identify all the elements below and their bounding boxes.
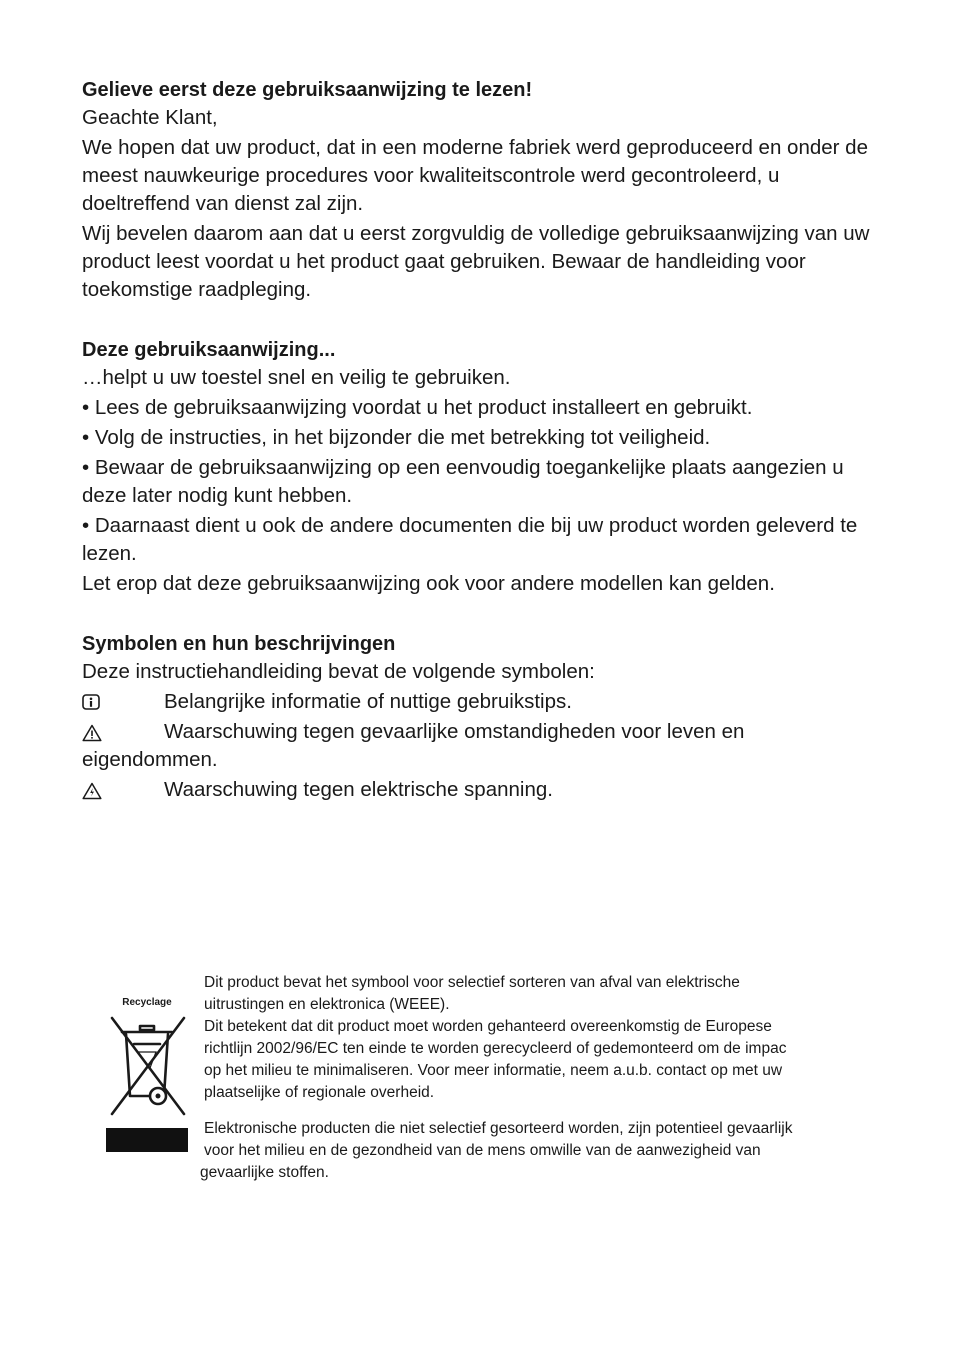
symbol-text: Waarschuwing tegen elektrische spanning. xyxy=(164,778,553,801)
weee-line: gevaarlijke stoffen. xyxy=(200,1164,329,1181)
manual-bullet: • Daarnaast dient u ook de andere documenten die bij uw product worden geleverd te lezen. xyxy=(82,514,858,565)
weee-line: op het milieu te minimaliseren. Voor meer informatie, neem a.u.b. contact op met uw xyxy=(204,1062,783,1079)
weee-line: plaatselijke of regionale overheid. xyxy=(204,1084,435,1101)
intro-paragraph-2: Wij bevelen daarom aan dat u eerst zorgvuldig de volledige gebruiksaanwijzing van uw product leest voordat u het product gaat gebruiken. Bewaar de handleiding voor toekomstige raadpleging. xyxy=(82,222,870,301)
manual-heading: Deze gebruiksaanwijzing... xyxy=(82,339,336,361)
weee-line: richtlijn 2002/96/EC ten einde te worden gerecycleerd of gedemonteerd om de impac xyxy=(204,1040,787,1057)
manual-bullet: • Lees de gebruiksaanwijzing voordat u het product installeert en gebruikt. xyxy=(82,396,753,419)
symbol-text: Belangrijke informatie of nuttige gebruikstips. xyxy=(164,690,572,713)
weee-logo-label: Recyclage xyxy=(122,997,172,1008)
info-icon xyxy=(82,688,164,716)
weee-line: Dit product bevat het symbool voor selectief sorteren van afval van elektrische xyxy=(204,974,740,991)
weee-line: uitrustingen en elektronica (WEEE). xyxy=(204,996,450,1013)
document-body xyxy=(82,76,872,806)
symbol-row-warning xyxy=(82,718,872,774)
weee-line: voor het milieu en de gezondheid van de mens omwille van de aanwezigheid van xyxy=(204,1142,761,1159)
symbols-lead: Deze instructiehandleiding bevat de volgende symbolen: xyxy=(82,660,595,683)
intro-greeting: Geachte Klant, xyxy=(82,106,218,129)
warning-icon xyxy=(82,718,164,746)
crossed-bin-icon xyxy=(104,1010,190,1116)
symbol-text: Waarschuwing tegen gevaarlijke omstandigheden voor leven en eigendommen. xyxy=(82,720,745,771)
manual-bullet: • Bewaar de gebruiksaanwijzing op een eenvoudig toegankelijke plaats aangezien u deze later nodig kunt hebben. xyxy=(82,456,844,507)
intro-paragraph-1: We hopen dat uw product, dat in een moderne fabriek werd geproduceerd en onder de meest nauwkeurige procedures voor kwaliteitscontrole werd gecontroleerd, u doeltreffend van dienst zal zijn. xyxy=(82,136,868,215)
manual-note: Let erop dat deze gebruiksaanwijzing ook voor andere modellen kan gelden. xyxy=(82,572,775,595)
symbol-row-info xyxy=(82,688,872,716)
manual-bullet: • Volg de instructies, in het bijzonder die met betrekking tot veiligheid. xyxy=(82,426,711,449)
weee-logo xyxy=(104,996,190,1121)
weee-line: Dit betekent dat dit product moet worden gehanteerd overeenkomstig de Europese xyxy=(204,1018,772,1035)
weee-text xyxy=(200,972,868,1184)
manual-lead: …helpt u uw toestel snel en veilig te gebruiken. xyxy=(82,366,511,389)
electric-warning-icon xyxy=(82,776,164,804)
intro-heading: Gelieve eerst deze gebruiksaanwijzing te lezen! xyxy=(82,79,533,101)
symbols-heading: Symbolen en hun beschrijvingen xyxy=(82,633,396,655)
weee-black-bar xyxy=(106,1128,188,1152)
symbol-row-electric xyxy=(82,776,872,804)
weee-line: Elektronische producten die niet selectief gesorteerd worden, zijn potentieel gevaarlijk xyxy=(204,1120,793,1137)
